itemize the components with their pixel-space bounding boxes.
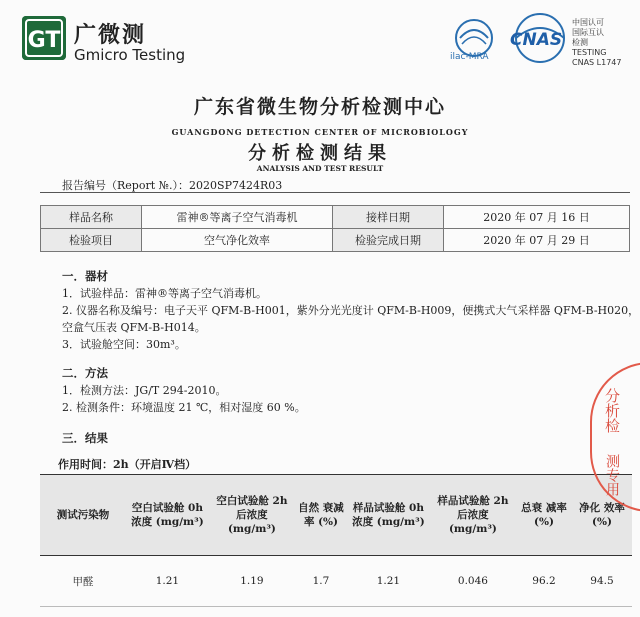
stamp-text: 测专用 <box>604 454 620 496</box>
sample-name-label: 样品名称 <box>41 206 142 229</box>
sample-name-value: 雷神®等离子空气消毒机 <box>142 206 333 229</box>
result-header: 净化 效率 (%) <box>572 475 632 556</box>
receive-date-value: 2020 年 07 月 16 日 <box>444 206 630 229</box>
result-cell: 96.2 <box>516 556 572 607</box>
result-table <box>40 474 632 607</box>
stamp-text: 分析检 <box>603 388 621 433</box>
section-equipment-title: 一．器材 <box>62 269 108 283</box>
action-time: 作用时间：2h（开启Ⅳ档） <box>58 458 197 471</box>
result-cell: 1.21 <box>126 556 209 607</box>
receive-date-label: 接样日期 <box>333 206 444 229</box>
result-cell: 94.5 <box>572 556 632 607</box>
result-cell: 1.19 <box>209 556 295 607</box>
cnas-side-line: CNAS L1747 <box>572 58 622 67</box>
logo-chinese-name: 广微测 <box>74 23 147 48</box>
result-header: 测试污染物 <box>40 475 126 556</box>
equipment-line: 空盒气压表 QFM-B-H014。 <box>62 321 206 334</box>
gmicro-logo-icon <box>22 16 66 60</box>
result-header: 自然 衰减率 (%) <box>295 475 347 556</box>
ilac-mra-label: ilac-MRA <box>450 52 489 62</box>
result-cell: 1.21 <box>347 556 430 607</box>
cnas-side-line: 中国认可 <box>572 18 604 27</box>
test-item-label: 检验项目 <box>41 229 142 252</box>
section-method-title: 二．方法 <box>62 366 108 380</box>
result-header: 总衰 减率 (%) <box>516 475 572 556</box>
result-header: 空白试验舱 0h 浓度 (mg/m³) <box>126 475 209 556</box>
divider <box>40 192 630 193</box>
equipment-line: 1．试验样品：雷神®等离子空气消毒机。 <box>62 287 267 300</box>
result-cell: 0.046 <box>430 556 516 607</box>
result-header: 样品试验舱 2h 后浓度 (mg/m³) <box>430 475 516 556</box>
svg-text:GT: GT <box>27 28 61 53</box>
report-number: 报告编号（Report №.）：2020SP7424R03 <box>62 179 283 192</box>
method-line: 1．检测方法：JG/T 294-2010。 <box>62 384 227 397</box>
cnas-side-line: 国际互认 <box>572 28 604 37</box>
equipment-line: 2. 仪器名称及编号：电子天平 QFM-B-H001，紫外分光光度计 QFM-B-H009，便携式大气采样器 QFM-B-H020， <box>62 304 640 317</box>
result-cell: 甲醛 <box>40 556 126 607</box>
official-stamp <box>588 362 640 512</box>
section-result-title: 三．结果 <box>62 431 108 445</box>
table-row <box>40 556 632 607</box>
result-header: 空白试验舱 2h 后浓度 (mg/m³) <box>209 475 295 556</box>
finish-date-label: 检验完成日期 <box>333 229 444 252</box>
result-title: 分析检测结果 <box>248 143 392 164</box>
logo-english-name: Gmicro Testing <box>74 46 186 64</box>
center-title-en: GUANGDONG DETECTION CENTER OF MICROBIOLOGY <box>171 127 469 137</box>
equipment-line: 3．试验舱空间：30m³。 <box>62 338 186 351</box>
result-header: 样品试验舱 0h 浓度 (mg/m³) <box>347 475 430 556</box>
cnas-side-text <box>572 18 621 68</box>
method-line: 2. 检测条件：环境温度 21 ℃，相对湿度 60 %。 <box>62 401 306 414</box>
test-item-value: 空气净化效率 <box>142 229 333 252</box>
result-cell: 1.7 <box>295 556 347 607</box>
cnas-label: CNAS <box>510 30 563 50</box>
finish-date-value: 2020 年 07 月 29 日 <box>444 229 630 252</box>
center-title: 广东省微生物分析检测中心 <box>193 96 446 118</box>
cnas-side-line: TESTING <box>572 48 607 57</box>
sample-info-table <box>40 205 630 252</box>
result-title-en: ANALYSIS AND TEST RESULT <box>256 164 384 173</box>
cnas-side-line: 检测 <box>572 38 588 47</box>
